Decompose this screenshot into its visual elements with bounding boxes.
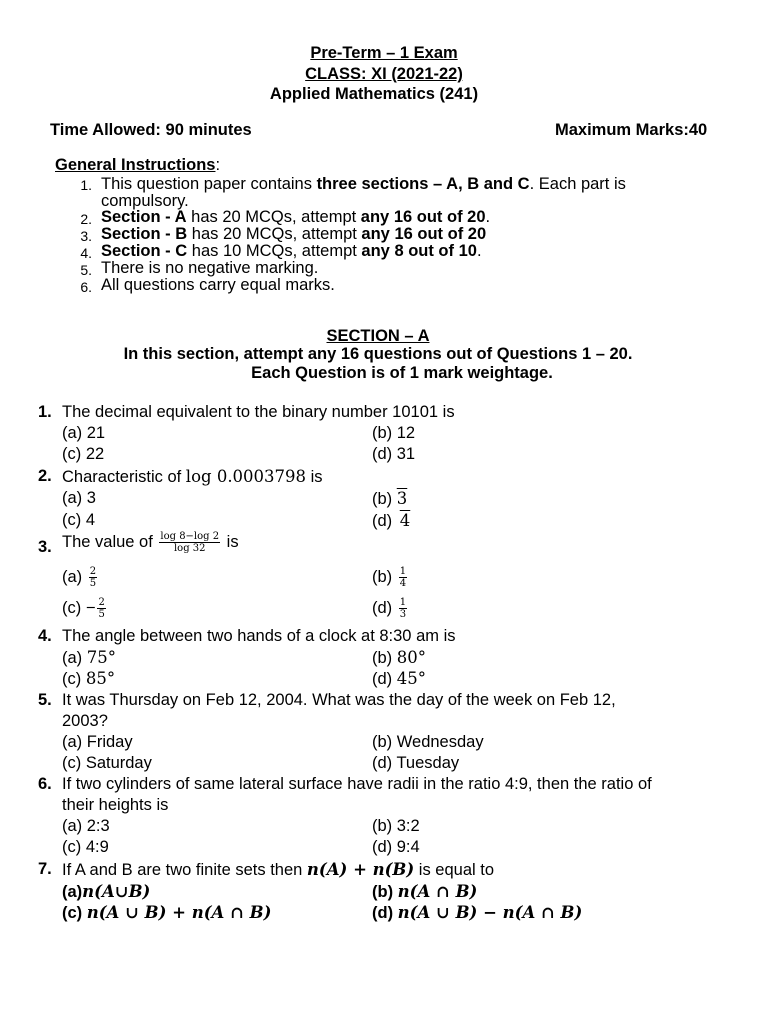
time-allowed: Time Allowed: 90 minutes (50, 121, 252, 139)
question-number: 1. (38, 403, 52, 421)
question-text: The decimal equivalent to the binary number 10101 is (62, 403, 455, 421)
option-a: (a)n(A∪B) (62, 882, 151, 901)
option-d: (d) 9:4 (372, 838, 420, 856)
option-a: (a) Friday (62, 733, 133, 751)
instruction-number: 2. (80, 211, 92, 227)
fraction: $\frac{2}{5}$ (89, 566, 97, 589)
instruction-number: 4. (80, 245, 92, 261)
option-a: (a) 3 (62, 489, 96, 507)
question-number: 4. (38, 627, 52, 645)
option-c: (c) 4:9 (62, 838, 109, 856)
bar-numeral: 4 (399, 511, 411, 530)
option-d: (d) 31 (372, 445, 416, 463)
question-text: The angle between two hands of a clock at 8:30 am is (62, 627, 456, 645)
option-d: (d) n(A ∪ B) − n(A ∩ B) (372, 903, 583, 922)
section-title: SECTION – A (326, 327, 430, 345)
section-weightage: Each Question is of 1 mark weightage. (251, 364, 553, 382)
option-d: (d) Tuesday (372, 754, 460, 772)
option-c: (c) 22 (62, 445, 105, 463)
option-b: (b) 80° (372, 648, 426, 667)
option-c: (c) 4 (62, 511, 95, 529)
option-d: (d) $\frac{1}{3}$ (372, 597, 407, 620)
question-text-continued: 2003? (62, 712, 108, 730)
option-b: (b) 3:2 (372, 817, 420, 835)
option-d: (d) 45° (372, 669, 426, 688)
class-line: CLASS: XI (2021-22) (305, 65, 463, 83)
option-c: (c) − $\frac{2}{5}$ (62, 597, 105, 620)
instruction-item: There is no negative marking. (101, 259, 319, 277)
math-expression: n(A) + n(B) (306, 860, 415, 879)
question-number: 2. (38, 467, 52, 485)
instruction-number: 1. (80, 177, 92, 193)
section-instruction: In this section, attempt any 16 questions out of Questions 1 – 20. (123, 345, 633, 363)
option-b: (b) n(A ∩ B) (372, 882, 478, 901)
option-c: (c) Saturday (62, 754, 152, 772)
question-number: 5. (38, 691, 52, 709)
option-a: (a) $\frac{2}{5}$ (62, 566, 97, 589)
option-c: (c) n(A ∪ B) + n(A ∩ B) (62, 903, 272, 922)
bar-numeral: 3 (396, 489, 408, 508)
subject-line: Applied Mathematics (241) (269, 85, 479, 103)
instruction-number: 3. (80, 228, 92, 244)
option-d: (d) 4 (372, 511, 411, 530)
instruction-item: Section - B has 20 MCQs, attempt any 16 out of 20 (101, 225, 487, 243)
fraction: $\frac{1}{3}$ (399, 597, 407, 620)
instruction-item: Section - C has 10 MCQs, attempt any 8 out of 10. (101, 242, 482, 260)
question-number: 7. (38, 860, 52, 878)
option-c: (c) 85° (62, 669, 116, 688)
option-a: (a) 75° (62, 648, 116, 667)
question-text: Characteristic of log 0.0003798 is (62, 467, 323, 486)
instruction-item: Section - A has 20 MCQs, attempt any 16 out of 20. (101, 208, 491, 226)
question-text-continued: their heights is (62, 796, 169, 814)
instruction-number: 5. (80, 262, 92, 278)
instruction-item: All questions carry equal marks. (101, 276, 335, 294)
question-text: If A and B are two finite sets then n(A) + n(B) is equal to (62, 860, 495, 879)
instruction-item-continued: compulsory. (101, 192, 189, 210)
instructions-heading: General Instructions: (55, 156, 221, 174)
math-expression: log 0.0003798 (185, 467, 307, 486)
option-a: (a) 2:3 (62, 817, 110, 835)
instruction-item: This question paper contains three sections – A, B and C. Each part is (101, 175, 626, 193)
option-a: (a) 21 (62, 424, 106, 442)
question-text: The value of $\frac{\log 8-\log 2}{\log 32}$ is (62, 531, 239, 554)
option-b: (b) Wednesday (372, 733, 484, 751)
fraction: $\frac{1}{4}$ (399, 566, 407, 589)
option-b: (b) 12 (372, 424, 416, 442)
option-b: (b) 3 (372, 489, 408, 508)
question-number: 6. (38, 775, 52, 793)
maximum-marks: Maximum Marks:40 (555, 121, 708, 139)
question-text: It was Thursday on Feb 12, 2004. What was the day of the week on Feb 12, (62, 691, 616, 709)
fraction: $\frac{2}{5}$ (98, 597, 105, 620)
fraction: $\frac{\log 8-\log 2}{\log 32}$ (160, 531, 220, 554)
question-number: 3. (38, 538, 52, 556)
exam-title: Pre-Term – 1 Exam (310, 44, 458, 62)
option-b: (b) $\frac{1}{4}$ (372, 566, 407, 589)
question-text: If two cylinders of same lateral surface have radii in the ratio 4:9, then the ratio of (62, 775, 652, 793)
instruction-number: 6. (80, 279, 92, 295)
